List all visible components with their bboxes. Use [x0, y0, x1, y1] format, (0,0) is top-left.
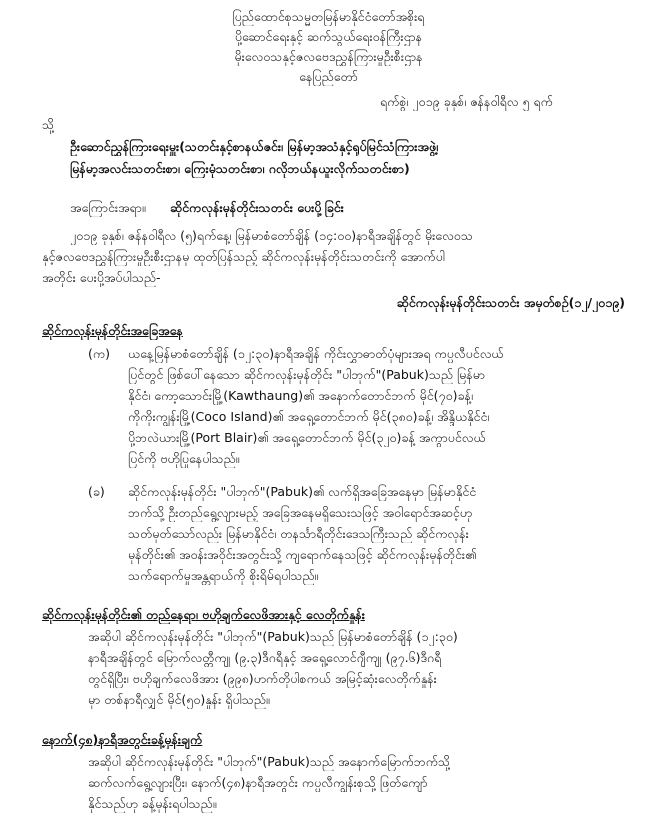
para-b-line: သက်ရောက်မှုအန္တရာယ်ကို စိုးရိမ်ရပါသည်။ [128, 568, 319, 583]
letter-date: ရက်စွဲ၊ ၂၀၁၉ ခုနှစ်၊ ဇန်နဝါရီလ ၅ ရက် [380, 94, 553, 109]
para-b-marker: (ခ) [88, 484, 105, 499]
to-label: သို့ [42, 117, 55, 132]
position-line: အဆိုပါ ဆိုင်ကလုန်းမုန်တိုင်း "ပါဘုက်"(Pabuk)သည် မြန်မာစံတော်ချိန် (၁၂:၃၀) [88, 629, 458, 644]
para-b-line: ဘက်သို့ ဦးတည်ရွေ့လျားမည့် အခြေအနေမရှိသေးသဖြင့် အဝါရောင်အဆင့်ဟု [128, 505, 473, 520]
para-a-line: ကိုကိုးကျွန်းမြို့(Coco Island)၏ အရှေ့တောင်ဘက် မိုင်(၃၈၀)ခန့်၊ အိန္ဒိယနိုင်ငံ၊ [128, 409, 490, 424]
position-line: မှာ တစ်နာရီလျှင် မိုင်(၅၀)နှုန်း ရှိပါသည်။ [88, 692, 270, 707]
para-a-line: ပြင်ကို ဗဟိုပြုနေပါသည်။ [128, 451, 240, 466]
para-a-line: ပြင်တွင် ဖြစ်ပေါ်နေသော ဆိုင်ကလုန်းမုန်တိုင်း "ပါဘုက်"(Pabuk)သည် မြန်မာ [128, 367, 485, 382]
para-a-line: ပို့ဘလဲယားမြို့(Port Blair)၏ အရှေ့တောင်ဘက် မိုင်(၃၂၀)ခန့် အကွာပင်လယ် [128, 430, 486, 445]
para-b-line: ဆိုင်ကလုန်းမုန်တိုင်း "ပါဘုက်"(Pabuk)၏ လက်ရှိအခြေအနေမှာ မြန်မာနိုင်ငံ [128, 484, 477, 499]
forecast-line: ဆက်လက်ရွေ့လျားပြီး၊ နောက်(၄၈)နာရီအတွင်း ကပ္ပလီကျွန်းစုသို့ ဖြတ်ကျော် [88, 775, 428, 790]
para-a-marker: (က) [88, 346, 110, 361]
subject-text: ဆိုင်ကလုန်းမုန်တိုင်းသတင်း ပေးပို့ခြင်း [170, 200, 344, 215]
para-b-line: သတ်မှတ်သော်လည်း မြန်မာနိုင်ငံ၊ တနင်္သာရီတိုင်းဒေသကြီးသည် ဆိုင်ကလုန်း [128, 526, 469, 541]
intro-line-2: နှင့်ဇလဗေဒညွှန်ကြားမှုဦးစီးဌာနမှ ထုတ်ပြန်သည့် ဆိုင်ကလုန်းမုန်တိုင်းသတင်းကို အောက်ပါ [42, 249, 445, 264]
position-line: တွင်ရှိပြီး၊ ဗဟိုချက်လေဖိအား (၉၉၈)ဟက်တိုပါစကယ် အမြင့်ဆုံးလေတိုက်နှုန်း [88, 671, 437, 686]
section-heading-position: ဆိုင်ကလုန်းမုန်တိုင်း၏ တည်နေရာ၊ ဗဟိုချက်လေဖိအားနှင့် လေတိုက်နှုန်း [42, 607, 365, 622]
header-ministry: ပို့ဆောင်ရေးနှင့် ဆက်သွယ်ရေးဝန်ကြီးဌာန [234, 29, 423, 44]
bulletin-title: ဆိုင်ကလုန်းမုန်တိုင်းသတင်း အမှတ်စဉ်(၁၂/၂၀၁၉) [396, 295, 625, 310]
recipient-line-2: မြန်မာ့အလင်းသတင်းစာ၊ ကြေးမုံသတင်းစာ၊ ဂလိုဘယ်နယူးလိုက်သတင်းစာ) [70, 161, 410, 176]
section-heading-forecast: နောက်(၄၈)နာရီအတွင်းခန့်မှန်းချက် [42, 732, 203, 747]
recipient-line-1: ဦးဆောင်ညွှန်ကြားရေးမှူး(သတင်းနှင့်စာနယ်ဇင်း၊ မြန်မာ့အသံနှင့်ရုပ်မြင်သံကြားအဖွဲ့၊ [70, 139, 439, 154]
header-government: ပြည်ထောင်စုသမ္မတမြန်မာနိုင်ငံတော်အစိုးရ [232, 9, 425, 24]
intro-line-3: အတိုင်း ပေးပို့အပ်ပါသည်- [42, 270, 161, 285]
intro-line-1: ၂၀၁၉ ခုနှစ်၊ ဇန်နဝါရီလ (၅)ရက်နေ့၊ မြန်မာစံတော်ချိန် (၁၄:၀၀)နာရီအချိန်တွင် မိုးလေဝသ [70, 228, 473, 243]
para-a-line: နိုင်ငံ၊ ကော့သောင်းမြို့(Kawthaung)၏ အနောက်တောင်ဘက် မိုင်(၇၀)ခန့်၊ [128, 388, 473, 403]
section-heading-situation: ဆိုင်ကလုန်းမုန်တိုင်းအခြေအနေ [42, 323, 183, 338]
para-a-line: ယနေ့မြန်မာစံတော်ချိန် (၁၂:၃၀)နာရီအချိန် ကိုင်းလွှာဓာတ်ပုံများအရ ကပ္ပလီပင်လယ် [128, 346, 504, 361]
position-line: နာရီအချိန်တွင် မြောက်လတ္တီကျု (၉.၃)ဒီဂရီနှင့် အရှေ့လောင်ဂျီကျု (၉၇.၆)ဒီဂရီ [88, 650, 442, 665]
forecast-line: အဆိုပါ ဆိုင်ကလုန်းမုန်တိုင်း "ပါဘုက်"(Pabuk)သည် အနောက်မြောက်ဘက်သို့ [88, 754, 451, 769]
header-location: နေပြည်တော် [299, 69, 358, 84]
header-department: မိုးလေဝသနှင့်ဇလဗေဒညွှန်ကြားမှုဦးစီးဌာန [234, 49, 423, 64]
para-b-line: မုန်တိုင်း၏ အဝန်းအဝိုင်းအတွင်းသို့ ကျရောက်နေသဖြင့် ဆိုင်ကလုန်းမုန်တိုင်း၏ [128, 547, 477, 562]
forecast-line: နိုင်သည်ဟု ခန့်မှန်းရပါသည်။ [88, 796, 217, 811]
subject-label: အကြောင်းအရာ။ [70, 200, 146, 215]
